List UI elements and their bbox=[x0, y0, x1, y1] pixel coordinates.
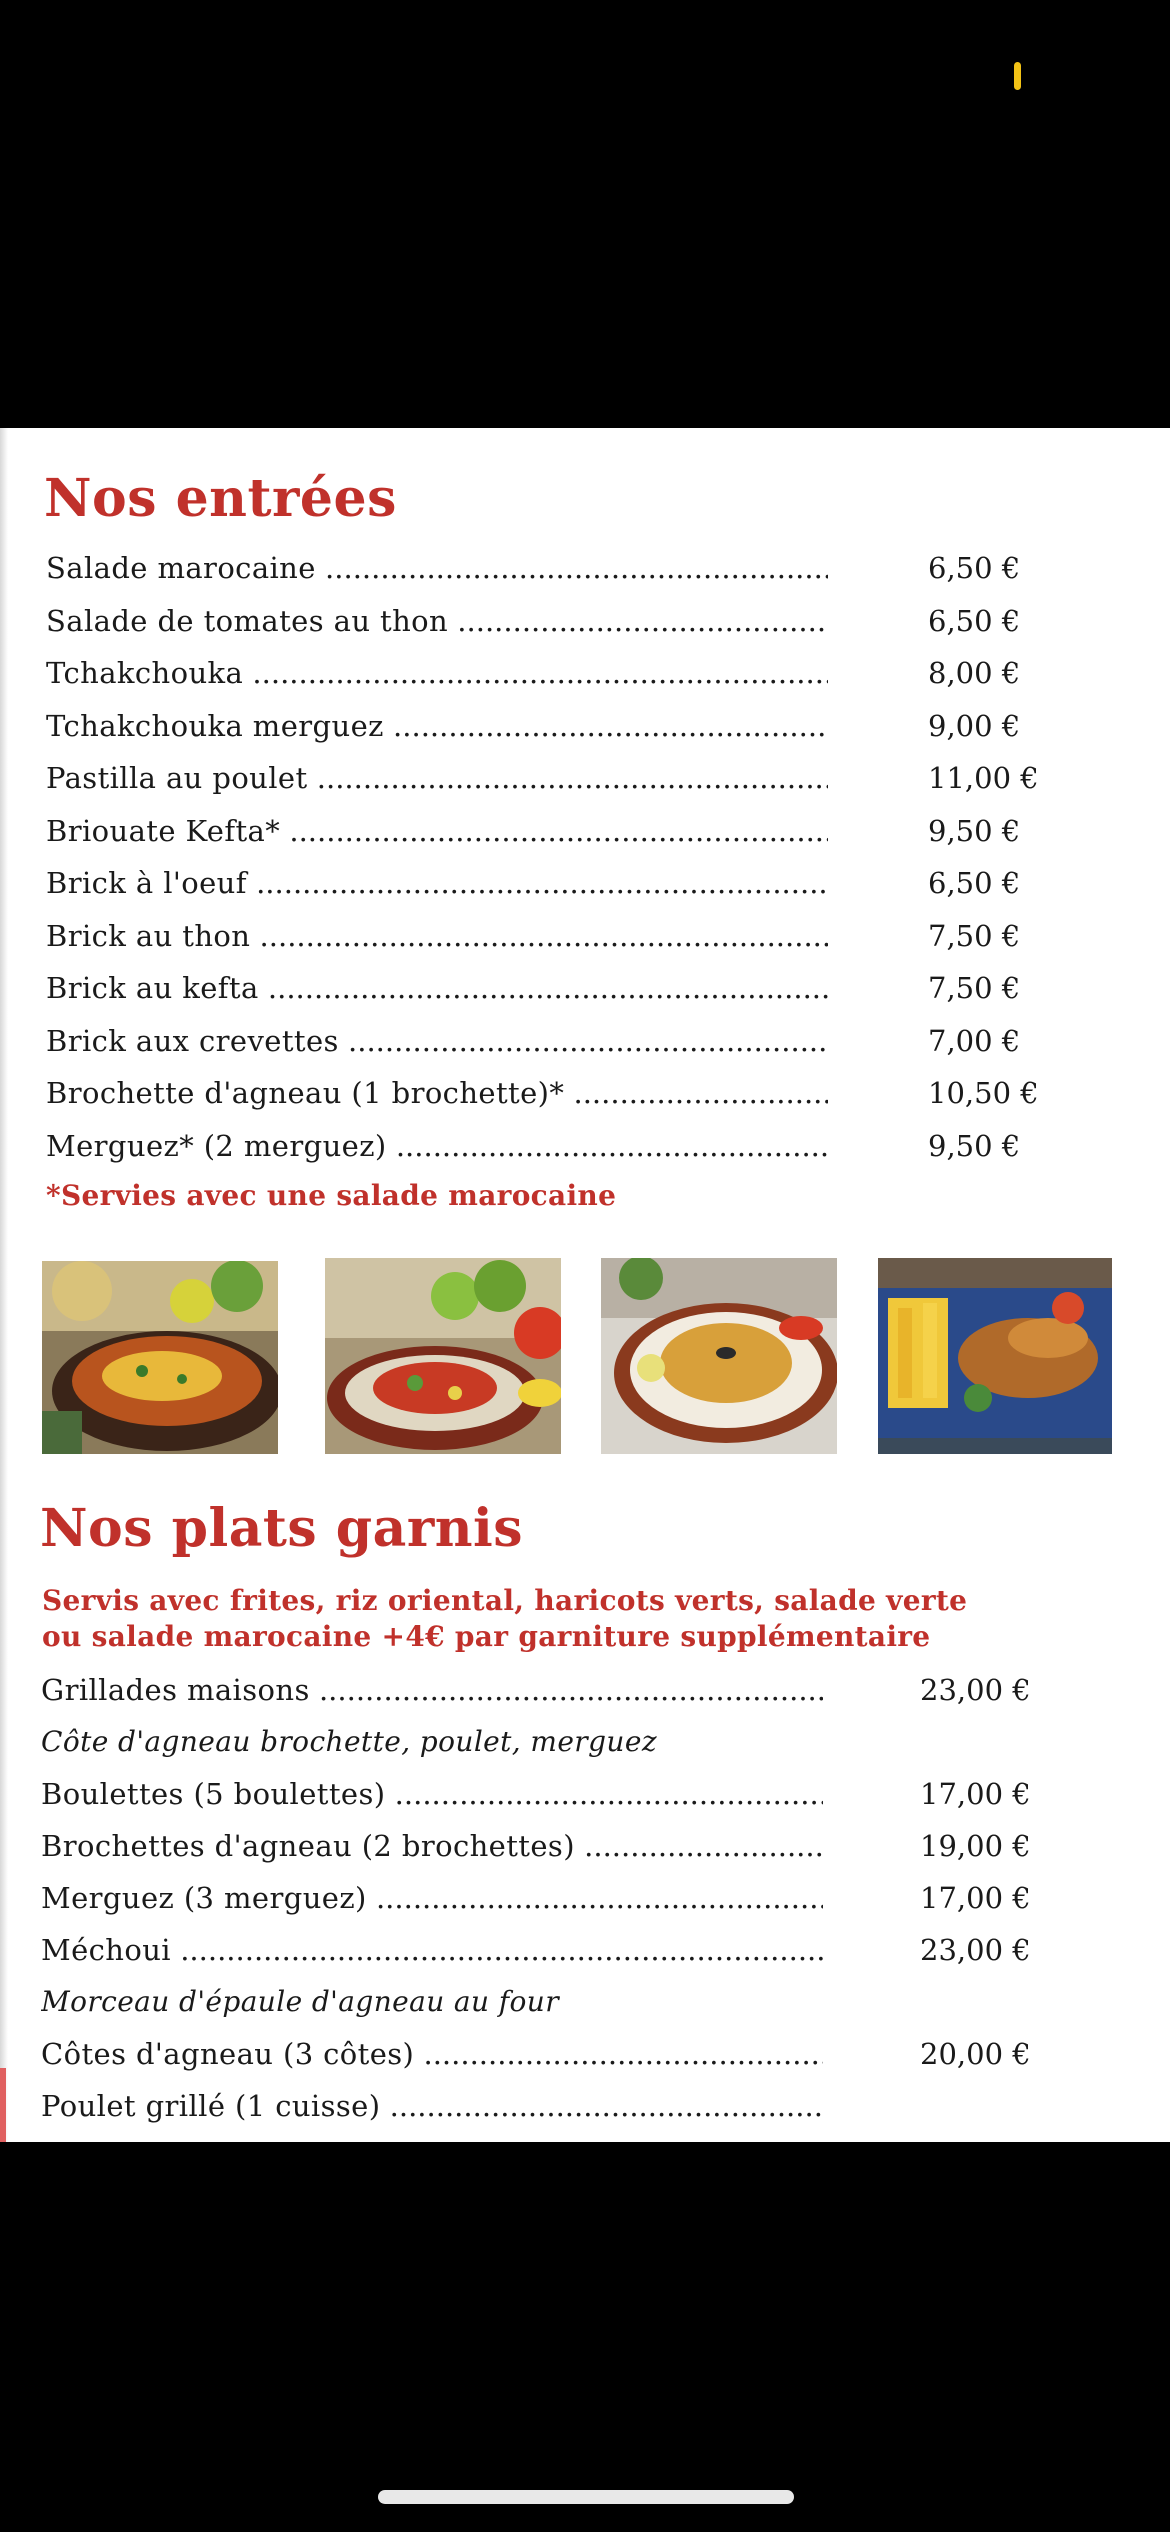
plats-description-line2: ou salade marocaine +4€ par garniture supplémentaire bbox=[42, 1620, 931, 1653]
menu-item-detail bbox=[0, 1980, 1170, 2032]
item-name: Méchoui ..... bbox=[41, 1928, 823, 1972]
item-price: 9,50 € bbox=[928, 1128, 1021, 1163]
item-name: Brochettes d'agneau (2 brochettes) ..... bbox=[41, 1824, 823, 1868]
item-price: 19,00 € bbox=[920, 1829, 1031, 1863]
item-price: 11,00 € bbox=[928, 761, 1039, 795]
pastilla-plate-photo bbox=[601, 1258, 837, 1454]
item-name: Poulet grillé (1 cuisse) ..... bbox=[41, 2084, 823, 2128]
item-name: Pastilla au poulet ..... bbox=[46, 756, 828, 800]
item-price: 7,50 € bbox=[928, 918, 1021, 953]
menu-item bbox=[0, 966, 1170, 1019]
menu-item bbox=[0, 1772, 1170, 1824]
item-price: 17,00 € bbox=[920, 1777, 1031, 1811]
item-name: Côtes d'agneau (3 côtes) ..... bbox=[41, 2032, 823, 2076]
menu-item bbox=[0, 1928, 1170, 1980]
item-name: Brick à l'oeuf ..... bbox=[46, 861, 828, 905]
item-name: Boulettes (5 boulettes) ..... bbox=[41, 1772, 823, 1816]
item-name: Merguez (3 merguez) ..... bbox=[41, 1876, 823, 1920]
item-name: Salade marocaine ..... bbox=[46, 546, 828, 590]
item-name: Brick au kefta ..... bbox=[46, 966, 828, 1010]
menu-item bbox=[0, 546, 1170, 599]
item-name: Tchakchouka merguez ..... bbox=[46, 704, 828, 748]
item-price: 17,00 € bbox=[920, 1881, 1031, 1915]
menu-item bbox=[0, 1876, 1170, 1928]
menu-item-detail bbox=[0, 1720, 1170, 1772]
menu-item bbox=[0, 756, 1170, 809]
menu-item bbox=[0, 1019, 1170, 1072]
menu-item bbox=[0, 704, 1170, 757]
item-price: 10,50 € bbox=[928, 1076, 1039, 1110]
salad-plate-photo bbox=[325, 1258, 561, 1454]
item-price: 6,50 € bbox=[928, 866, 1021, 900]
tajine-dish-photo bbox=[42, 1261, 278, 1454]
menu-item bbox=[0, 599, 1170, 652]
item-name: Salade de tomates au thon ..... bbox=[46, 599, 828, 643]
item-name: Briouate Kefta* ..... bbox=[46, 809, 828, 853]
item-price: 7,50 € bbox=[928, 971, 1021, 1005]
item-name: Brick au thon ..... bbox=[46, 914, 828, 958]
item-price: 9,00 € bbox=[928, 708, 1021, 743]
menu-item bbox=[0, 2084, 1170, 2136]
menu-item bbox=[0, 914, 1170, 967]
menu-item bbox=[0, 809, 1170, 862]
item-price: 23,00 € bbox=[920, 1673, 1031, 1707]
menu-item bbox=[0, 2032, 1170, 2084]
item-name: Brochette d'agneau (1 brochette)* ..... bbox=[46, 1071, 828, 1115]
item-name: Brick aux crevettes ..... bbox=[46, 1019, 828, 1063]
item-price: 6,50 € bbox=[928, 603, 1021, 638]
plats-list bbox=[0, 1668, 1170, 2136]
item-name: Merguez* (2 merguez) ..... bbox=[46, 1124, 828, 1168]
menu-item bbox=[0, 1824, 1170, 1876]
item-name: Grillades maisons ..... bbox=[41, 1668, 823, 1712]
item-price: 20,00 € bbox=[920, 2037, 1031, 2071]
plats-description bbox=[42, 1583, 1102, 1655]
menu-item bbox=[0, 1124, 1170, 1177]
item-description: Côte d'agneau brochette, poulet, merguez bbox=[41, 1725, 657, 1758]
entrees-title: Nos entrées bbox=[44, 468, 397, 529]
item-price: 7,00 € bbox=[928, 1023, 1021, 1058]
item-name: Tchakchouka ..... bbox=[46, 651, 828, 695]
menu-item bbox=[0, 1668, 1170, 1720]
plats-title: Nos plats garnis bbox=[40, 1498, 524, 1559]
home-indicator[interactable] bbox=[378, 2490, 794, 2504]
item-price: 9,50 € bbox=[928, 813, 1021, 848]
menu-item bbox=[0, 1071, 1170, 1124]
item-price: 23,00 € bbox=[920, 1933, 1031, 1967]
grill-platter-photo bbox=[878, 1258, 1112, 1454]
entrees-list bbox=[0, 546, 1170, 1176]
menu-photo bbox=[0, 428, 1170, 2142]
photo-strip bbox=[0, 1258, 1170, 1458]
item-price: 6,50 € bbox=[928, 551, 1021, 585]
menu-item bbox=[0, 861, 1170, 914]
menu-item bbox=[0, 651, 1170, 704]
item-description: Morceau d'épaule d'agneau au four bbox=[41, 1985, 559, 2018]
entrees-footnote: *Servies avec une salade marocaine bbox=[46, 1179, 617, 1212]
item-price: 8,00 € bbox=[928, 656, 1021, 690]
plats-description-line1: Servis avec frites, riz oriental, haricots verts, salade verte bbox=[42, 1584, 968, 1617]
status-indicator bbox=[1014, 62, 1021, 90]
